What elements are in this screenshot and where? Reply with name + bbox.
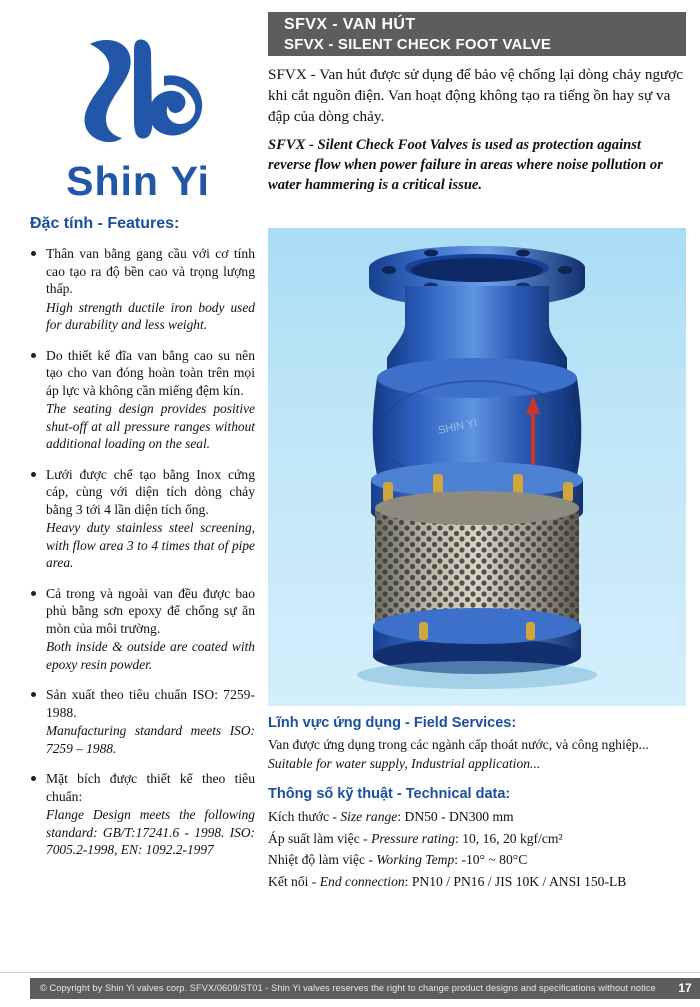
feature-item xyxy=(30,245,255,334)
feature-text-vi: Mặt bích được thiết kế theo tiêu chuẩn: xyxy=(46,771,255,804)
technical-data-section xyxy=(268,786,688,892)
page-title-vi: SFVX - VAN HÚT xyxy=(284,16,416,33)
intro-vi: SFVX - Van hút được sử dụng để bảo vệ chống lại dòng chảy ngược khi cắt nguồn điện. Van hoạt động không tạo ra tiếng ồn hay sự va đập của dòng chảy. xyxy=(268,66,684,125)
tech-label-vi: Kết nối - xyxy=(268,873,320,889)
tech-label-vi: Kích thước - xyxy=(268,809,341,824)
tech-value: : 10, 16, 20 kgf/cm² xyxy=(455,830,563,846)
intro-block xyxy=(268,64,686,203)
feature-item xyxy=(30,770,255,859)
feature-text-vi: Thân van bằng gang cầu với cơ tính cao tạo ra độ bền cao và trọng lượng thấp. xyxy=(46,246,255,296)
bullet-icon xyxy=(31,591,36,596)
feature-text-vi: Do thiết kế đĩa van bằng cao su nên tạo cho van đóng hoàn toàn trên mọi áp lực và không cần miếng đệm kín. xyxy=(46,347,255,398)
brand-name: Shin Yi xyxy=(66,158,210,204)
feature-text-en: Heavy duty stainless steel screening, with flow area 3 to 4 times that of pipe area. xyxy=(46,520,255,570)
tech-label-en: Pressure rating xyxy=(371,830,456,846)
feature-item xyxy=(30,686,255,757)
bullet-icon xyxy=(31,472,36,477)
brand-logo xyxy=(30,30,245,205)
intro-en: SFVX - Silent Check Foot Valves is used as protection against reverse flow when power failure in areas where noise pollution or water hammering is a critical issue. xyxy=(268,137,663,193)
tech-row xyxy=(268,806,688,828)
feature-item xyxy=(30,585,255,674)
tech-value: : PN10 / PN16 / JIS 10K / ANSI 150-LB xyxy=(404,873,627,889)
tech-row xyxy=(268,871,688,893)
bullet-icon xyxy=(31,251,36,256)
tech-value: : -10° ~ 80°C xyxy=(454,852,528,867)
svg-text:SHIN YI: SHIN YI xyxy=(437,416,479,437)
bullet-icon xyxy=(31,353,36,358)
tech-label-en: End connection xyxy=(319,873,405,889)
field-services-en: Suitable for water supply, Industrial application... xyxy=(268,756,541,771)
tech-row xyxy=(268,849,688,871)
bullet-icon xyxy=(31,692,36,697)
feature-text-vi: Cả trong và ngoài van đều được bao phủ bằng sơn epoxy để chống sự ăn mòn của môi trường. xyxy=(46,585,255,636)
feature-text-vi: Lưới được chế tạo bằng Inox cứng cáp, cùng với diện tích dòng chảy bằng 3 tới 4 lần diện tích ống. xyxy=(46,466,255,517)
tech-value: : DN50 - DN300 mm xyxy=(397,809,514,824)
footer-copyright: © Copyright by Shin Yi valves corp. SFVX/0609/ST01 - Shin Yi valves reserves the right to change product designs and specifications without notice xyxy=(30,978,670,999)
feature-text-en: Flange Design meets the following standard: GB/T:17241.6 - 1998. ISO: 7005.2-1998, EN: 1092.2-1997 xyxy=(46,807,255,857)
page-title-bar xyxy=(268,12,686,56)
tech-label-vi: Nhiệt độ làm việc - xyxy=(268,852,377,867)
valve-illustration xyxy=(327,228,627,698)
product-photo xyxy=(268,228,686,706)
field-services-heading: Lĩnh vực ứng dụng - Field Services: xyxy=(268,715,517,731)
shinyi-logo-icon xyxy=(72,30,207,165)
page-title-en: SFVX - SILENT CHECK FOOT VALVE xyxy=(284,36,552,53)
tech-label-en: Size range xyxy=(340,809,398,824)
feature-text-vi: Sản xuất theo tiêu chuẩn ISO: 7259-1988. xyxy=(46,687,255,720)
field-services-section xyxy=(268,715,688,773)
feature-item xyxy=(30,347,255,453)
features-heading: Đặc tính - Features: xyxy=(30,215,180,232)
feature-item xyxy=(30,466,255,572)
tech-label-en: Working Temp xyxy=(376,852,455,867)
feature-text-en: The seating design provides positive shut-off at all pressure ranges without additional loading on the seal. xyxy=(46,401,255,451)
bullet-icon xyxy=(31,776,36,781)
feature-text-en: High strength ductile iron body used for durability and less weight. xyxy=(46,299,255,332)
page-number: 17 xyxy=(670,978,700,999)
footer-divider xyxy=(0,972,700,973)
features-section xyxy=(30,215,255,872)
feature-text-en: Manufacturing standard meets ISO: 7259 – 1988. xyxy=(46,723,255,756)
tech-row xyxy=(268,828,688,850)
field-services-vi: Van được ứng dụng trong các ngành cấp thoát nước, và công nghiệp... xyxy=(268,737,649,752)
tech-label-vi: Áp suất làm việc - xyxy=(268,830,372,846)
feature-text-en: Both inside & outside are coated with epoxy resin powder. xyxy=(46,639,255,672)
technical-data-heading: Thông số kỹ thuật - Technical data: xyxy=(268,786,511,802)
